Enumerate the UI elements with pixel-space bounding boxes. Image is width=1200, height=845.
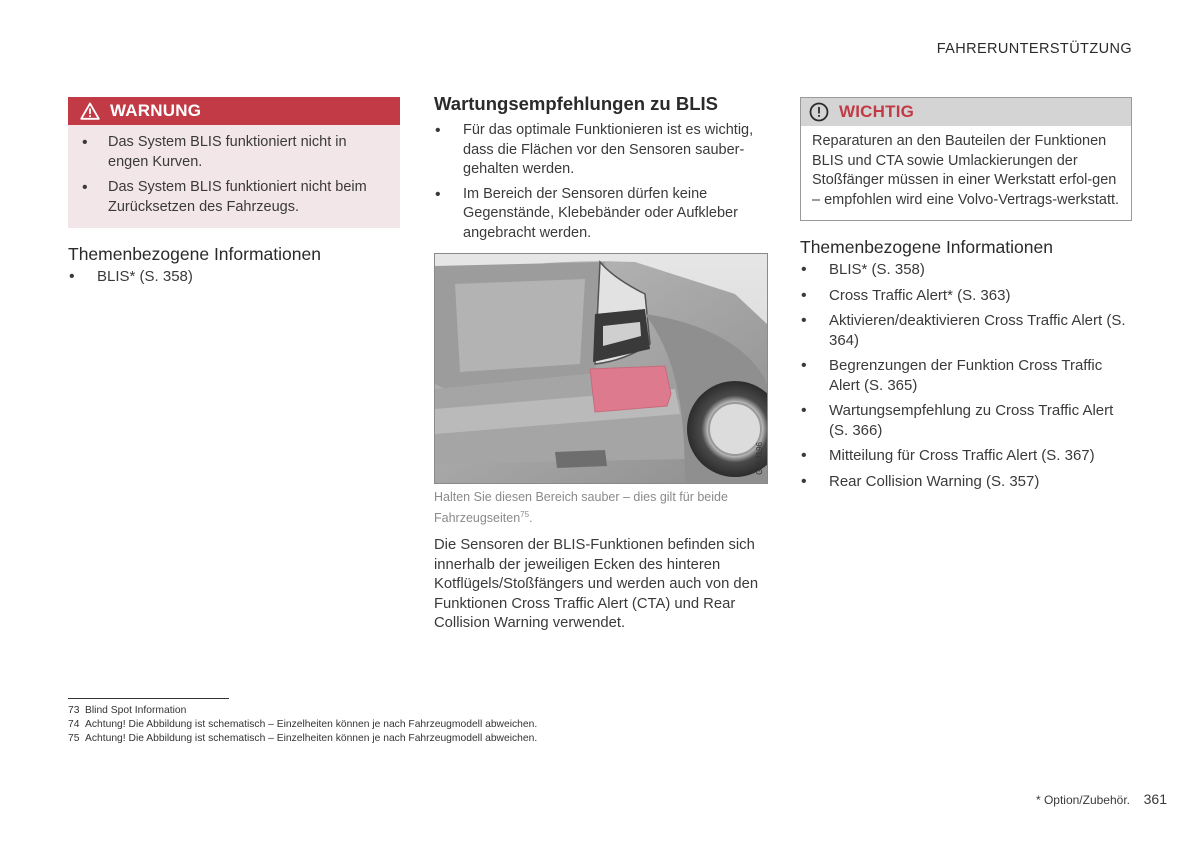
related-link-blis[interactable]: • BLIS* (S. 358) xyxy=(800,260,1132,280)
footnote-divider xyxy=(68,698,229,699)
right-column xyxy=(800,97,1132,497)
related-info-title: Themenbezogene Informationen xyxy=(800,237,1053,257)
caption-footnote-ref[interactable]: 75 xyxy=(520,510,530,519)
important-box xyxy=(800,97,1132,221)
figure-caption: Halten Sie diesen Bereich sauber – dies gilt für beide Fahrzeugseiten$^{75}$. xyxy=(434,490,728,526)
related-info-list xyxy=(800,260,1132,491)
footnote-number: 73 xyxy=(68,705,80,716)
car-rear-illustration xyxy=(434,253,768,484)
important-header xyxy=(801,98,1131,126)
warning-item: • Das System BLIS funktioniert nicht in engen Kurven. xyxy=(82,133,386,172)
warning-header xyxy=(68,97,400,125)
exclamation-circle-icon xyxy=(809,102,829,122)
related-link-cta-limitations[interactable]: • Begrenzungen der Funktion Cross Traffic Alert (S. 365) xyxy=(800,356,1132,395)
footnote-item xyxy=(68,704,537,718)
important-title: WICHTIG xyxy=(839,102,915,121)
footnote-number: 75 xyxy=(68,733,80,745)
maintenance-item: • Im Bereich der Sensoren dürfen keine Gegenstände, Klebebänder oder Aufkleber angebracht werden. xyxy=(434,185,768,244)
footnote-text: Achtung! Die Abbildung ist schematisch – Einzelheiten können je nach Fahrzeugmodell abweichen. xyxy=(85,733,538,745)
caption-text: Halten Sie diesen Bereich sauber – dies gilt für beide Fahrzeugseiten xyxy=(434,490,728,526)
option-note: * Option/Zubehör. xyxy=(1035,793,1130,807)
related-info-list xyxy=(68,267,400,287)
footnote-text: Achtung! Die Abbildung ist schematisch – Einzelheiten können je nach Fahrzeugmodell abweichen. xyxy=(85,719,538,731)
warning-title: WARNUNG xyxy=(110,101,202,120)
related-link-rear-collision-warning[interactable]: • Rear Collision Warning (S. 357) xyxy=(800,472,1132,492)
warning-triangle-icon xyxy=(80,102,100,120)
left-column xyxy=(68,97,400,293)
page-number: 361 xyxy=(1143,791,1167,807)
car-rear-drawing xyxy=(435,254,767,483)
related-link-activate-cta[interactable]: • Aktivieren/deaktivieren Cross Traffic Alert (S. 364) xyxy=(800,311,1132,350)
footnote-item xyxy=(68,718,537,732)
warning-item: • Das System BLIS funktioniert nicht beim Zurücksetzen des Fahrzeugs. xyxy=(82,178,386,217)
footnote-item xyxy=(68,732,537,746)
related-info-title: Themenbezogene Informationen xyxy=(68,244,321,264)
footnotes xyxy=(68,704,537,747)
chapter-header: FAHRERUNTERSTÜTZUNG xyxy=(936,41,1132,57)
related-link-cta-maintenance[interactable]: • Wartungsempfehlung zu Cross Traffic Alert (S. 366) xyxy=(800,401,1132,440)
middle-column xyxy=(434,93,768,634)
sensor-description: Die Sensoren der BLIS-Funktionen befinden sich innerhalb der jeweiligen Ecken des hinteren Kotflügels/Stoßfängers und werden auch von den Funktionen Cross Traffic Alert (CTA) und Rear Collision Warning verwendet. xyxy=(434,537,759,632)
related-link-cross-traffic-alert[interactable]: • Cross Traffic Alert* (S. 363) xyxy=(800,286,1132,306)
maintenance-list xyxy=(434,121,768,243)
maintenance-item: • Für das optimale Funktionieren ist es wichtig, dass die Flächen vor den Sensoren sauber-gehalten werden. xyxy=(434,121,768,180)
related-link-blis[interactable]: • BLIS* (S. 358) xyxy=(68,267,400,287)
figure-code: G053196 xyxy=(755,442,764,475)
warning-box xyxy=(68,97,400,228)
warning-list xyxy=(68,125,400,228)
footnote-number: 74 xyxy=(68,719,80,731)
related-link-cta-message[interactable]: • Mitteilung für Cross Traffic Alert (S. 367) xyxy=(800,446,1132,466)
important-text: Reparaturen an den Bauteilen der Funktionen BLIS und CTA sowie Umlackierungen der Stoßfänger müssen in einer Werkstatt erfol-gen – empfohlen wird eine Volvo-Vertrags-werkstatt. xyxy=(812,133,1120,208)
footnote-text: Blind Spot Information xyxy=(85,705,187,716)
section-heading: Wartungsempfehlungen zu BLIS xyxy=(434,93,719,114)
